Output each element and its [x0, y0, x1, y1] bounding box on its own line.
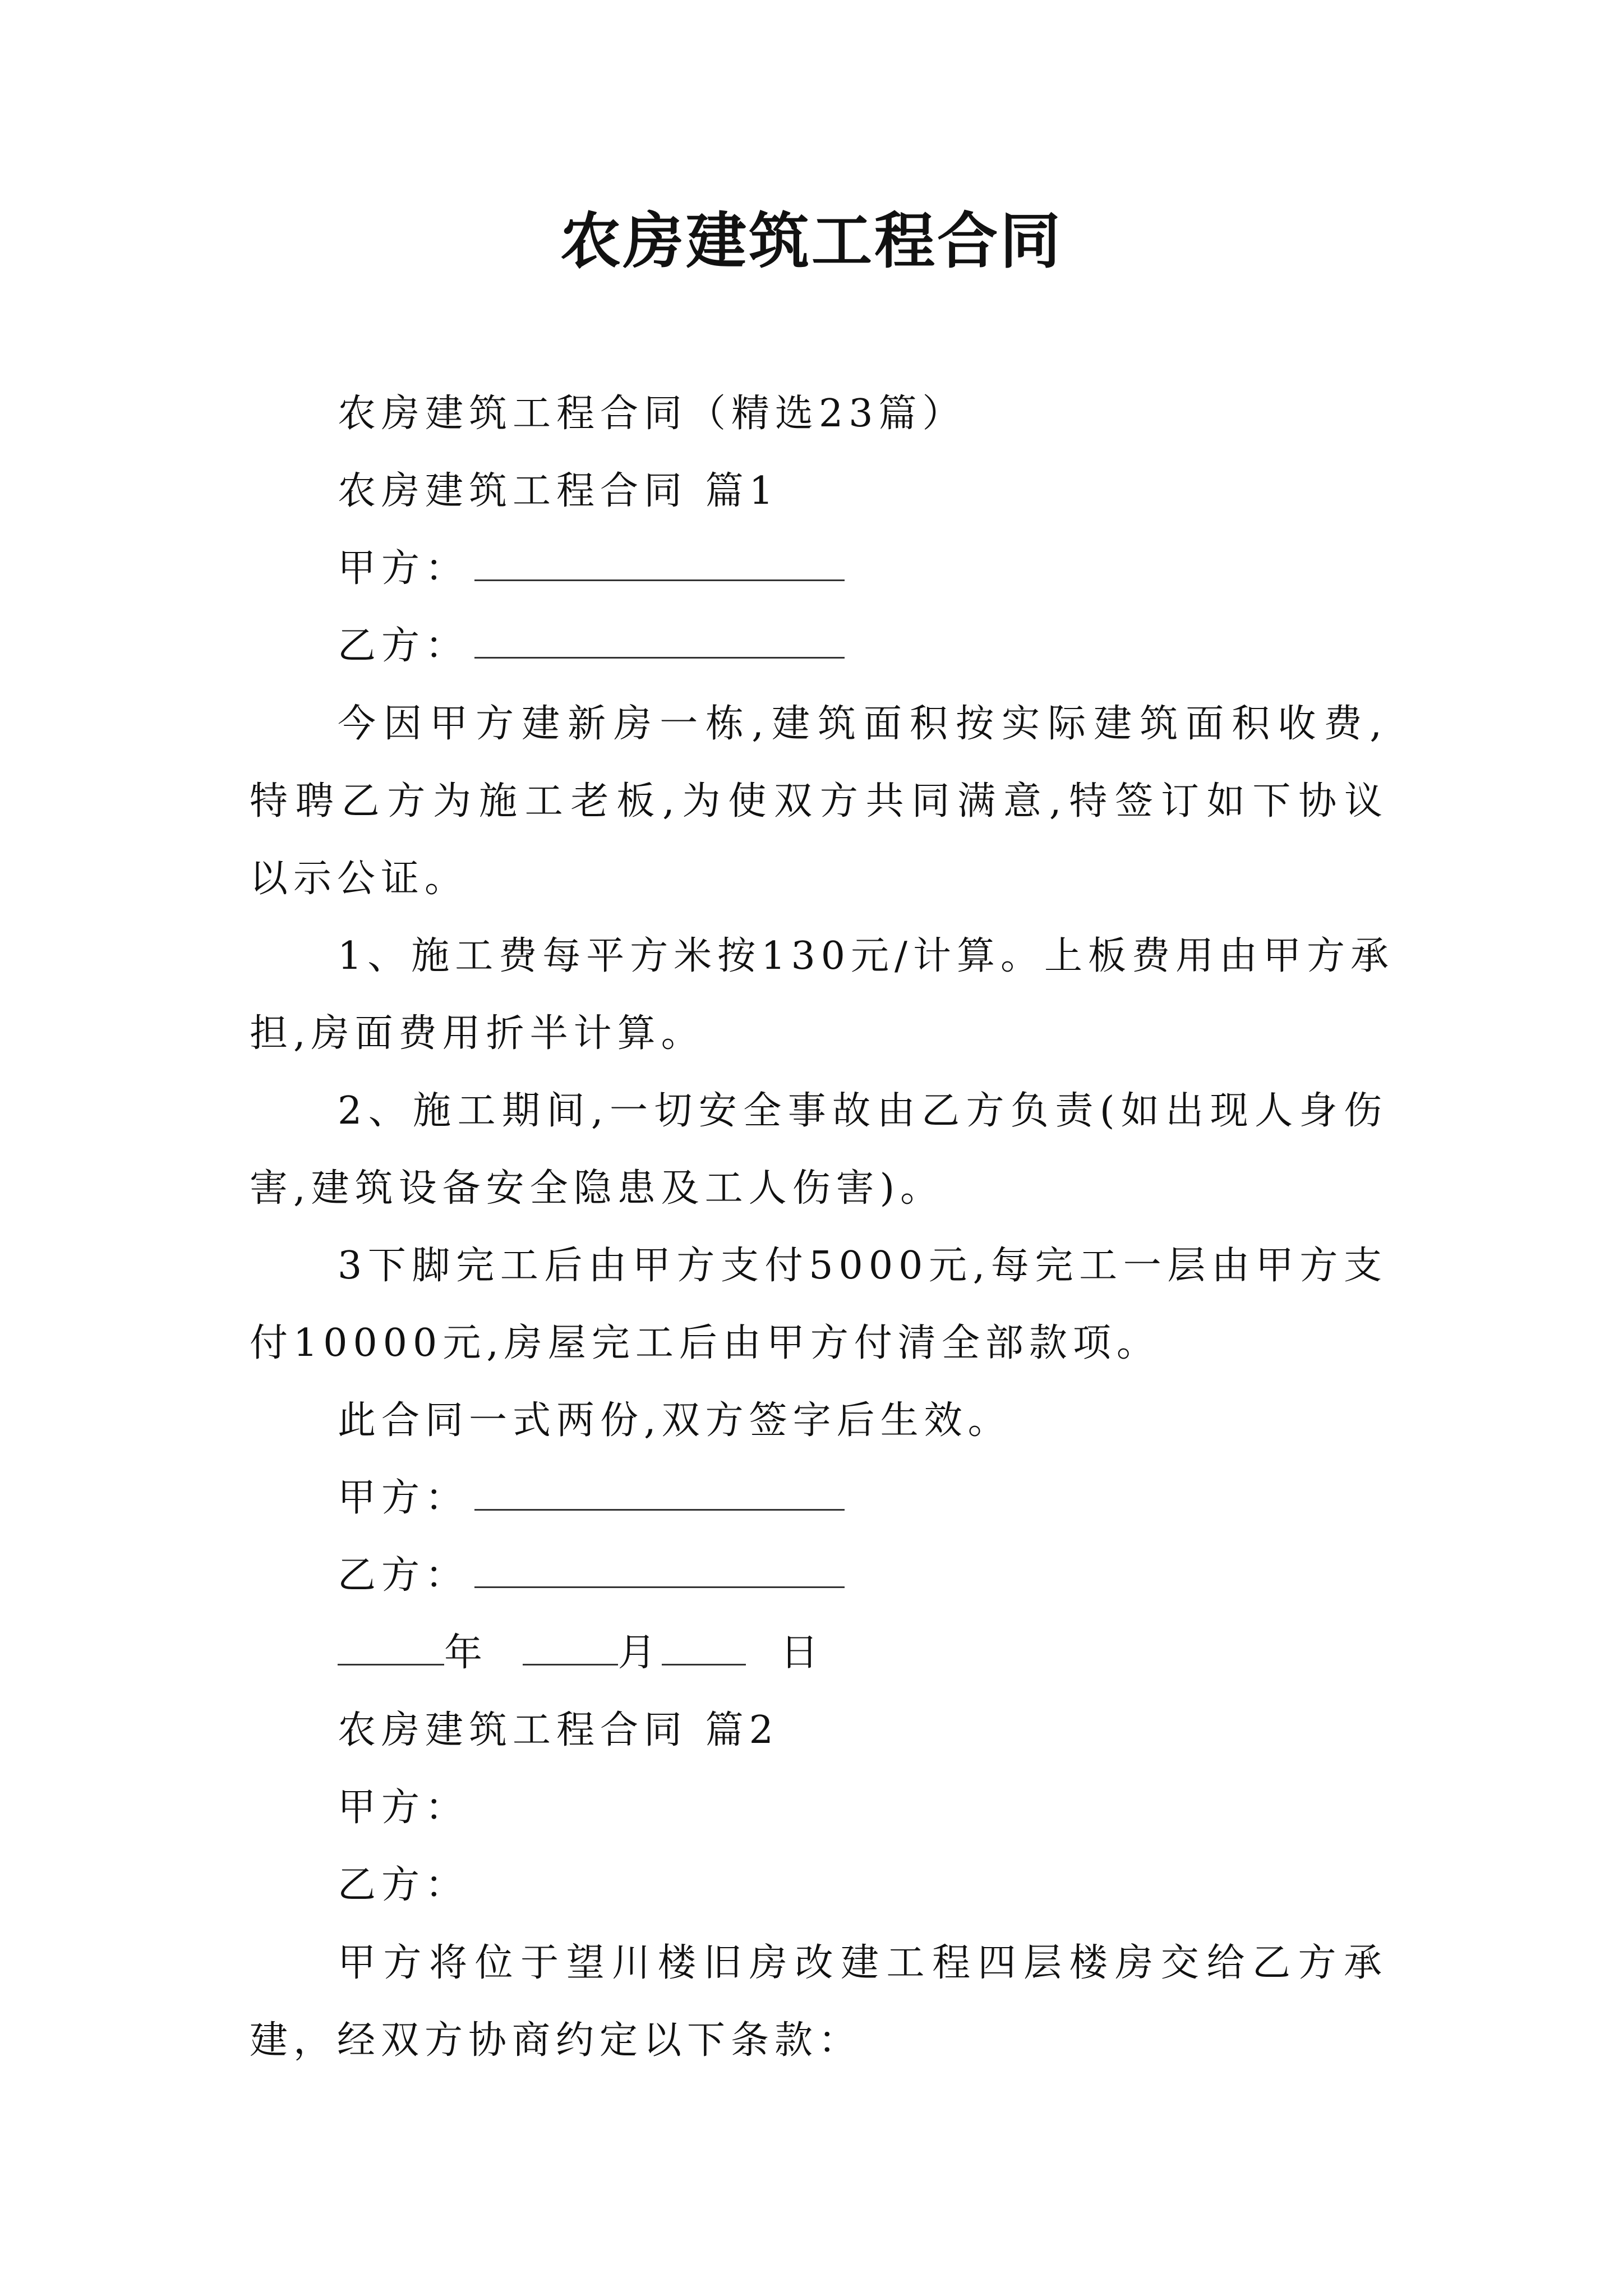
part2-heading: 农房建筑工程合同 篇2 [338, 1708, 779, 1752]
part1-intro-line-3: 以示公证。 [250, 857, 469, 901]
clause-2-line-1: 2、施工期间,一切安全事故由乙方负责(如出现人身伤 [338, 1089, 1387, 1133]
day-blank [662, 1630, 746, 1665]
sign-a-label: 甲方： [338, 1476, 469, 1520]
sign-a-blank [474, 1475, 845, 1511]
party-b-label: 乙方： [338, 624, 469, 668]
year-blank [338, 1630, 444, 1665]
clause-3-line-2: 付10000元,房屋完工后由甲方付清全部款项。 [250, 1321, 1160, 1365]
date-line [338, 1626, 824, 1680]
closing-statement: 此合同一式两份,双方签字后生效。 [338, 1398, 1012, 1443]
part1-intro-line-2: 特聘乙方为施工老板,为使双方共同满意,特签订如下协议 [250, 779, 1388, 823]
part2-party-a: 甲方： [338, 1786, 469, 1830]
party-b-blank [474, 623, 845, 659]
party-a-label: 甲方： [338, 546, 469, 591]
party-a-blank [474, 546, 845, 581]
month-label: 月 [617, 1631, 662, 1675]
part1-heading: 农房建筑工程合同 篇1 [338, 469, 779, 513]
sign-b-blank [474, 1553, 845, 1588]
part2-intro-line-2: 建，经双方协商约定以下条款： [250, 2018, 863, 2063]
month-blank [523, 1630, 618, 1665]
document-subtitle: 农房建筑工程合同（精选23篇） [338, 392, 966, 436]
day-label: 日 [780, 1631, 824, 1675]
document-title: 农房建筑工程合同 [560, 206, 1063, 277]
part1-party-a [338, 542, 845, 596]
sign-party-b [338, 1549, 845, 1603]
part1-intro-line-1: 今因甲方建新房一栋,建筑面积按实际建筑面积收费, [338, 702, 1387, 746]
part1-party-b [338, 619, 845, 673]
sign-b-label: 乙方： [338, 1553, 469, 1598]
clause-3-line-1: 3下脚完工后由甲方支付5000元,每完工一层由甲方支 [338, 1244, 1387, 1288]
part2-party-b: 乙方： [338, 1863, 469, 1907]
clause-1-line-1: 1、施工费每平方米按130元/计算。上板费用由甲方承 [338, 934, 1394, 978]
sign-party-a [338, 1471, 845, 1525]
part2-intro-line-1: 甲方将位于望川楼旧房改建工程四层楼房交给乙方承 [338, 1941, 1387, 1985]
clause-2-line-2: 害,建筑设备安全隐患及工人伤害)。 [250, 1166, 944, 1211]
clause-1-line-2: 担,房面费用折半计算。 [250, 1011, 705, 1056]
year-label: 年 [444, 1631, 488, 1675]
